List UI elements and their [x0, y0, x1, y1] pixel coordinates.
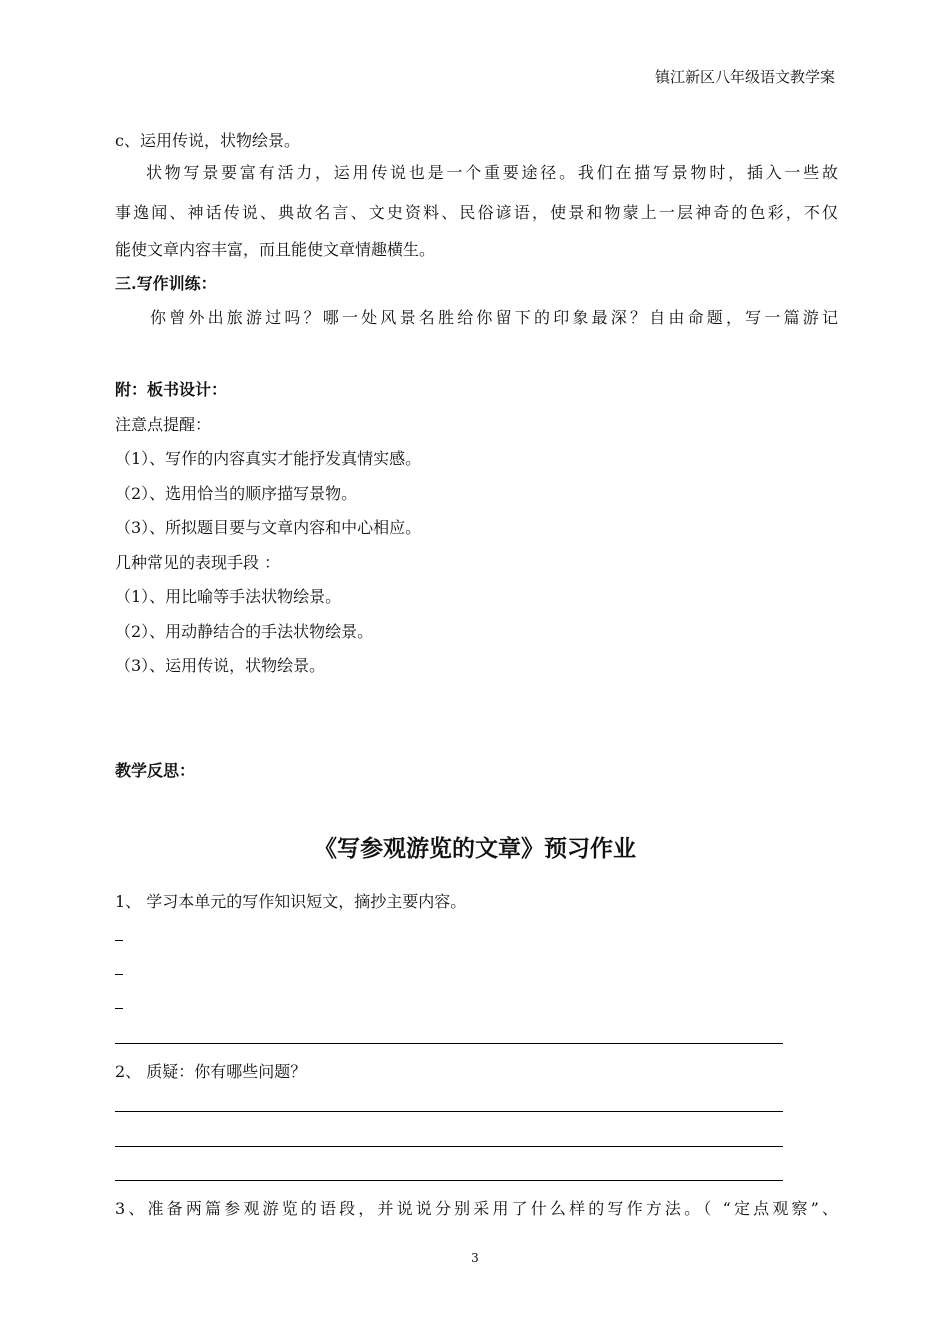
question-1: 1、 学习本单元的写作知识短文，摘抄主要内容。: [115, 892, 467, 911]
answer-blank: [115, 1008, 123, 1009]
homework-title: 《写参观游览的文章》预习作业: [314, 835, 636, 862]
method-item: （1）、用比喻等手法状物绘景。: [115, 587, 342, 606]
method-item: （3）、运用传说，状物绘景。: [115, 656, 326, 675]
answer-line: [115, 1180, 783, 1181]
section-c-heading: c、运用传说，状物绘景。: [115, 131, 300, 150]
training-heading: 三.写作训练：: [115, 274, 217, 293]
section-c-paragraph-line-3: 能使文章内容丰富，而且能使文章情趣横生。: [115, 240, 436, 259]
section-c-paragraph-line-2: 事逸闻、神话传说、典故名言、文史资料、民俗谚语，使景和物蒙上一层神奇的色彩，不仅: [115, 203, 838, 222]
question-3: 3、准备两篇参观游览的语段，并说说分别采用了什么样的写作方法。（ “定点观察”、: [115, 1199, 838, 1218]
training-prompt: 你曾外出旅游过吗？哪一处风景名胜给你留下的印象最深？自由命题，写一篇游记: [150, 308, 838, 327]
note-item: （3）、所拟题目要与文章内容和中心相应。: [115, 518, 422, 537]
answer-line: [115, 1146, 783, 1147]
note-item: （1）、写作的内容真实才能抒发真情实感。: [115, 449, 422, 468]
answer-line: [115, 1111, 783, 1112]
method-item: （2）、用动静结合的手法状物绘景。: [115, 622, 374, 641]
notes-title: 注意点提醒：: [115, 415, 212, 434]
question-2: 2、 质疑：你有哪些问题？: [115, 1062, 307, 1081]
answer-blank: [115, 974, 123, 975]
methods-title: 几种常见的表现手段 ：: [115, 553, 281, 572]
board-design-heading: 附：板书设计：: [115, 380, 228, 399]
reflection-heading: 教学反思：: [115, 761, 196, 780]
page-number: 3: [471, 1251, 479, 1265]
answer-blank: [115, 940, 123, 941]
page-header: 镇江新区八年级语文教学案: [654, 68, 835, 86]
answer-line: [115, 1043, 783, 1044]
section-c-paragraph-line-1: 状物写景要富有活力，运用传说也是一个重要途径。我们在描写景物时，插入一些故: [146, 163, 838, 182]
note-item: （2）、选用恰当的顺序描写景物。: [115, 484, 358, 503]
